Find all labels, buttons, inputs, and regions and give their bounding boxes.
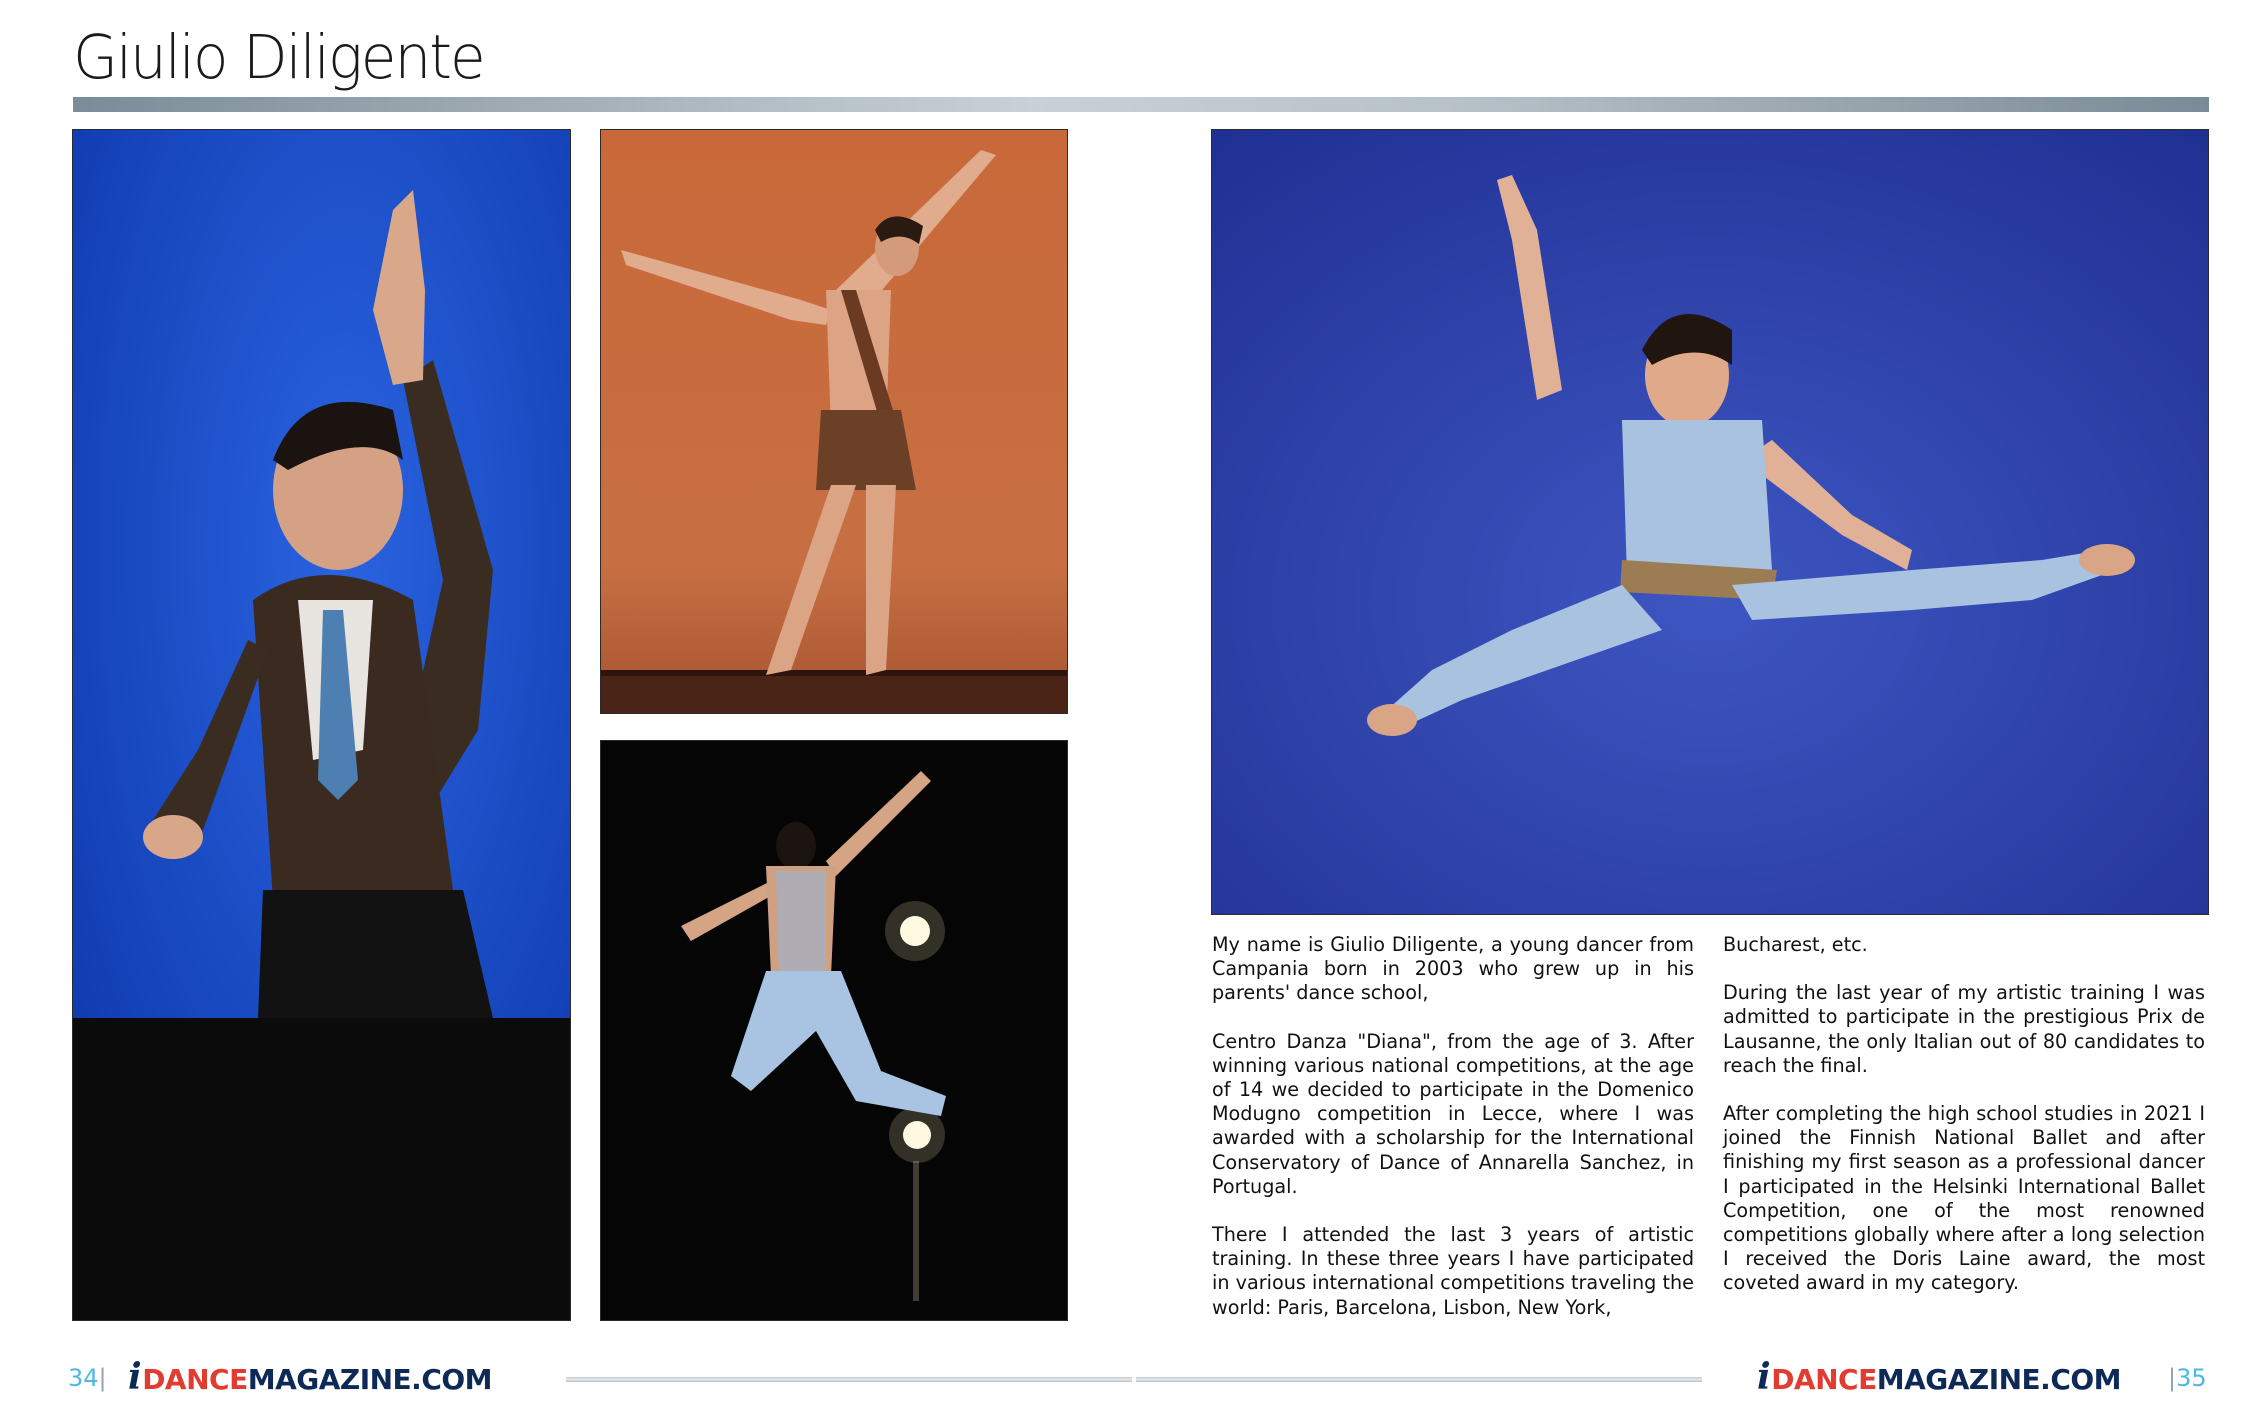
dancer-photo-orange-stage: [601, 130, 1067, 713]
magazine-logo-left: [128, 1356, 492, 1396]
page-number-left: [68, 1364, 107, 1392]
page-title: Giulio Diligente: [73, 21, 484, 93]
page-number-right: [2168, 1364, 2207, 1392]
footer-divider-left: [566, 1377, 1132, 1382]
article-paragraph: Bucharest, etc.: [1723, 933, 1868, 956]
article-paragraph: There I attended the last 3 years of artistic training. In these three years I have participated in various international competitions traveling the world: Paris, Barcelona, Lisbon, New York,: [1212, 1223, 1694, 1319]
logo-rest: MAGAZINE.COM: [247, 1363, 493, 1396]
logo-rest: MAGAZINE.COM: [1876, 1363, 2122, 1396]
logo-i: i: [1757, 1356, 1771, 1398]
dancer-photo-split-leap: [1212, 130, 2208, 914]
logo-dance: DANCE: [142, 1363, 248, 1396]
article-paragraph: During the last year of my artistic training I was admitted to participate in the prestigious Prix de Lausanne, the only Italian out of 80 candidates to reach the final.: [1723, 981, 2205, 1077]
footer-divider-right: [1136, 1377, 1702, 1382]
page-number: 35: [2176, 1364, 2207, 1392]
page-separator: |: [98, 1364, 107, 1392]
page-separator: |: [2168, 1364, 2177, 1392]
article-paragraph: Centro Danza "Diana", from the age of 3. After winning various national competitions, at the age of 14 we decided to participate in the Domenico Modugno competition in Lecce, where I was awarded with a scholarship for the International Conservatory of Dance of Annarella Sanchez, in Portugal.: [1212, 1029, 1694, 1198]
logo-dance: DANCE: [1771, 1363, 1877, 1396]
title-rule: [73, 97, 2209, 112]
dancer-photo-vest-costume: [73, 130, 570, 1320]
page-number: 34: [68, 1364, 99, 1392]
article-paragraph: My name is Giulio Diligente, a young dancer from Campania born in 2003 who grew up in his parents' dance school,: [1212, 933, 1694, 1005]
logo-i: i: [128, 1356, 142, 1398]
article-column-2: [1723, 933, 2205, 1320]
article-paragraph: After completing the high school studies in 2021 I joined the Finnish National Ballet and after finishing my first season as a professional dancer I participated in the Helsinki International Ballet Competition, one of the most renowned competitions globally where after a long selection I received the Doris Laine award, the most coveted award in my category.: [1723, 1102, 2205, 1295]
magazine-logo-right: [1757, 1356, 2121, 1396]
dancer-photo-dark-stage: [601, 741, 1067, 1320]
article-column-1: [1212, 933, 1694, 1344]
